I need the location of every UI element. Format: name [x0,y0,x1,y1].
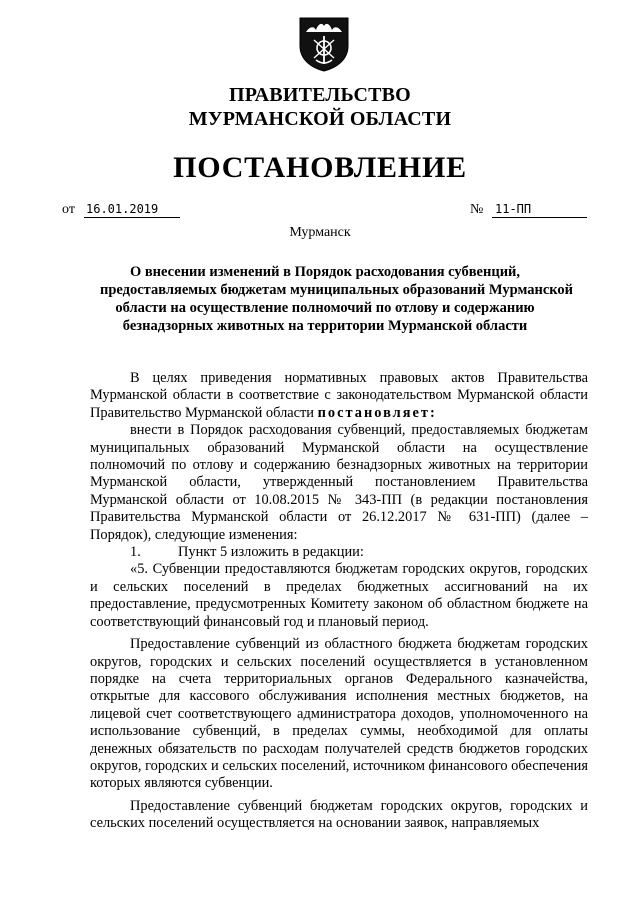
coat-of-arms-emblem [298,16,350,72]
requests-paragraph: Предоставление субвенций бюджетам городских округов, городских и сельских поселений осуществляется на основании заявок, направляемых [90,797,588,832]
number-prefix: № [470,202,484,217]
decree-word: постановляет: [317,404,437,421]
preamble-paragraph [90,370,588,422]
heading-line-1: О внесении изменений в Порядок расходования субвенций, [129,264,521,280]
item-text: Пункт 5 изложить в редакции: [178,544,364,561]
clause-5-paragraph: «5. Субвенции предоставляются бюджетам городских округов, городских и сельских поселений в пределах бюджетных ассигнований на их предоставление, предусмотренных Комитету законом об областном бюджете на соответствующий финансовый год и плановый период. [90,561,588,630]
heading-line-2: предоставляемых бюджетам муниципальных образований Мурманской [100,282,574,298]
list-item [90,544,588,561]
document-type-title: ПОСТАНОВЛЕНИЕ [173,151,467,184]
date-prefix: от [62,202,75,217]
amendment-intro-paragraph: внести в Порядок расходования субвенций, предоставляемых бюджетам муниципальных образований Мурманской области на осуществление полномочий по отлову и содержанию безнадзорных животных на территории Мурманской области, утвержденный постановлением Правительства Мурманской области от 10.08.2015 № 343-ПП (в редакции постановления Правительства Мурманской области от 26.12.2017 № 631-ПП) (далее – Порядок), следующие изменения: [90,422,588,543]
document-number: 11-ПП [492,201,587,218]
government-name-line1: ПРАВИТЕЛЬСТВО [229,84,411,106]
document-body [90,370,588,833]
heading-line-3: области на осуществление полномочий по отлову и содержанию [115,300,535,316]
item-number: 1. [130,544,141,561]
document-subject-heading [100,263,574,335]
preamble-text: В целях приведения нормативных правовых актов Правительства Мурманской области в соответствие с законодательством Мурманской области Правительство Мурманской области [90,370,588,421]
document-date: 16.01.2019 [84,201,180,218]
government-name-line2: МУРМАНСКОЙ ОБЛАСТИ [188,108,452,130]
subvention-transfer-paragraph: Предоставление субвенций из областного бюджета бюджетам городских округов, городских и сельских поселений осуществляется в установленном порядке на счета территориальных органов Федерального казначейства, открытые для кассового обслуживания исполнения местных бюджетов, на лицевой счет соответствующего администратора доходов, уполномоченного на использование субвенций, в пределах суммы, необходимой для оплаты денежных обязательств по расходам получателей средств бюджетов городских округов, городских и сельских поселений, источником финансового обеспечения которых являются субвенции. [90,636,588,792]
heading-line-4: безнадзорных животных на территории Мурманской области [122,318,528,334]
city-name: Мурманск [289,225,351,240]
